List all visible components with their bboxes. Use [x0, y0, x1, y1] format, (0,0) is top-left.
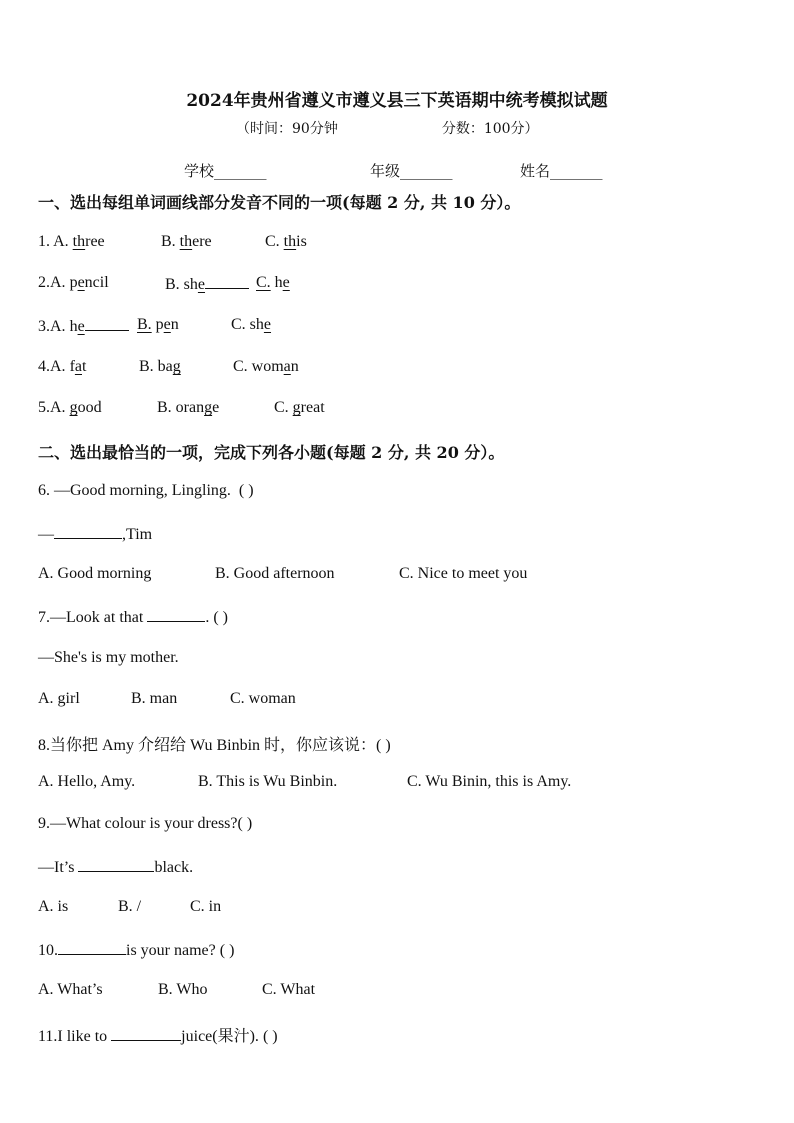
q1-option-a: 1. A. three — [38, 233, 105, 250]
q6-reply: — ,Tim — [38, 526, 153, 543]
q3-option-a: 3.A. he — [38, 316, 129, 336]
q9-option-a: A. is — [38, 898, 69, 915]
q4-option-b: B. bag — [139, 358, 181, 375]
q7-reply: —She's is my mother. — [38, 649, 179, 666]
time-info: （时间：90分钟 — [236, 121, 338, 137]
q5-option-c: C. great — [274, 399, 325, 416]
q6-option-a: A. Good morning — [38, 565, 152, 582]
score-info: 分数：100分） — [441, 121, 539, 137]
q6-option-b: B. Good afternoon — [215, 565, 335, 582]
grade-field: 年级_______ — [370, 162, 453, 180]
q8-option-a: A. Hello, Amy. — [38, 773, 136, 790]
q7-stem: 7.—Look at that . ( ) — [38, 609, 228, 626]
q6-stem: 6. —Good morning, Lingling. ( ) — [38, 482, 254, 499]
q7-option-c: C. woman — [230, 690, 296, 707]
q1-option-c: C. this — [265, 233, 307, 250]
q3-option-c: C. she — [231, 316, 272, 333]
q7-option-b: B. man — [131, 690, 178, 707]
q10-option-a: A. What’s — [38, 981, 103, 998]
q10-stem: 10. is your name? ( ) — [38, 942, 235, 959]
exam-title: 2024年贵州省遵义市遵义县三下英语期中统考模拟试题 — [186, 91, 608, 111]
name-field: 姓名_______ — [520, 162, 603, 180]
q5-option-b: B. orange — [157, 399, 220, 416]
q9-option-c: C. in — [190, 898, 222, 915]
q1-option-b: B. there — [161, 233, 212, 250]
q7-option-a: A. girl — [38, 690, 80, 707]
q2-option-a: 2.A. pencil — [38, 274, 109, 291]
q9-option-b: B. / — [118, 898, 142, 915]
exam-subtitle — [236, 118, 539, 138]
q4-option-c: C. woman — [233, 358, 299, 375]
q8-stem: 8.当你把 Amy 介绍给 Wu Binbin 时，你应该说：( ) — [38, 737, 391, 754]
q8-option-b: B. This is Wu Binbin. — [198, 773, 338, 790]
q8-option-c: C. Wu Binin, this is Amy. — [407, 773, 572, 790]
school-field: 学校_______ — [184, 162, 267, 180]
q9-reply: —It’s black. — [38, 859, 194, 876]
q2-option-b: B. she — [165, 274, 249, 294]
q9-stem: 9.—What colour is your dress?( ) — [38, 815, 253, 832]
q10-option-b: B. Who — [158, 981, 208, 998]
section2-heading: 二、选出最恰当的一项，完成下列各小题(每题 2 分, 共 20 分）。 — [38, 443, 505, 462]
q4-option-a: 4.A. fat — [38, 358, 87, 375]
q5-option-a: 5.A. good — [38, 399, 102, 416]
q3-option-b: B. pen — [137, 316, 179, 333]
q6-option-c: C. Nice to meet you — [399, 565, 528, 582]
q10-option-c: C. What — [262, 981, 316, 998]
q2-option-c: C. he — [256, 274, 290, 291]
section1-heading: 一、选出每组单词画线部分发音不同的一项(每题 2 分, 共 10 分）。 — [38, 193, 521, 212]
q11-stem: 11.I like to juice(果汁). ( ) — [38, 1028, 278, 1045]
